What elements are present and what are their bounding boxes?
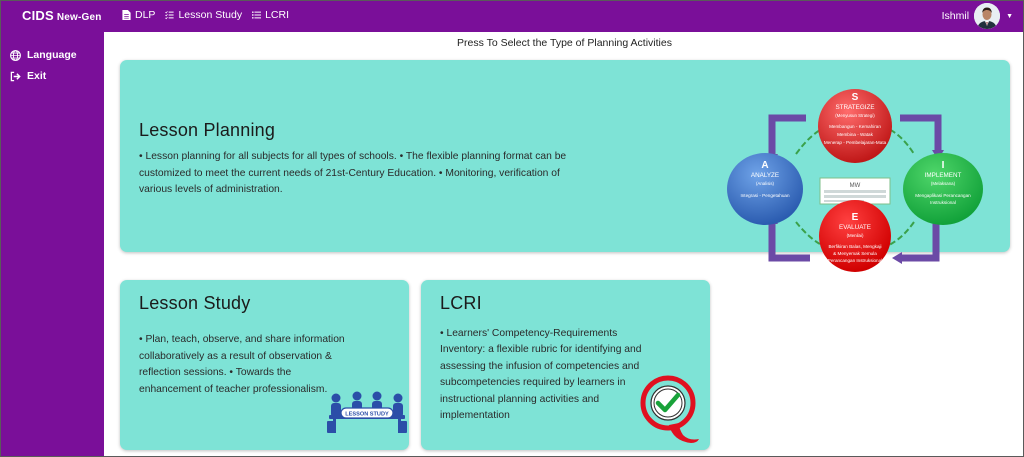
svg-text:& Menyemak Semula: & Menyemak Semula (833, 251, 877, 256)
top-nav (122, 9, 289, 21)
siae-cycle-diagram (724, 76, 986, 272)
lcri-check-logo-icon (639, 373, 701, 447)
sidebar-item-language[interactable] (10, 49, 77, 61)
card-lcri[interactable] (421, 280, 710, 450)
globe-icon (10, 50, 21, 61)
sidebar-item-label: Exit (27, 70, 47, 82)
nav-item-lcri[interactable] (252, 9, 289, 21)
card-description: • Lesson planning for all subjects for all types of schools. • The flexible planning format can be customized to meet the current needs of 21st-Century Education. • Monitoring, verification of various levels of administration. (139, 151, 567, 195)
svg-text:ANALYZE: ANALYZE (750, 172, 780, 179)
svg-text:S: S (851, 92, 859, 103)
avatar-image (974, 3, 1000, 29)
svg-text:Menerap - Pembelajaran-Mata: Menerap - Pembelajaran-Mata (823, 140, 887, 145)
sign-out-icon (10, 71, 21, 82)
chevron-down-icon[interactable]: ▼ (1006, 12, 1013, 20)
svg-text:Membina - Watak: Membina - Watak (837, 132, 873, 137)
svg-text:Membangun - Kemahiran: Membangun - Kemahiran (829, 124, 881, 129)
svg-text:Instruksional: Instruksional (930, 200, 956, 205)
svg-text:I: I (941, 160, 945, 171)
brand-logo[interactable] (22, 8, 102, 23)
top-navbar (1, 1, 1024, 32)
card-description: • Plan, teach, observe, and share information collaboratively as a result of observation & reflection sessions. • Towards the enhancement of teacher professionalism. (139, 334, 345, 395)
nav-label: Lesson Study (178, 9, 243, 21)
list-check-icon (165, 10, 174, 20)
document-icon (122, 10, 131, 20)
svg-text:A: A (761, 160, 769, 171)
card-description: • Learners' Competency-Requirements Inventory: a flexible rubric for identifying and assessing the infusion of competencies and subcompetencies required by learners in instructional planning activities and implementation (440, 328, 642, 422)
user-avatar[interactable] (974, 3, 1000, 29)
svg-text:Integrasi - Pengetahuan: Integrasi - Pengetahuan (740, 193, 790, 198)
card-lesson-study[interactable] (120, 280, 409, 450)
brand-sub: New-Gen (56, 12, 102, 23)
list-icon (252, 10, 261, 20)
brand-main: CIDS (22, 8, 54, 23)
svg-text:E: E (851, 212, 859, 223)
svg-text:IMPLEMENT: IMPLEMENT (924, 172, 962, 179)
svg-text:Berfikiran Balas, Mengkaji: Berfikiran Balas, Mengkaji (828, 244, 882, 249)
sidebar (1, 32, 104, 457)
nav-item-lesson-study[interactable] (165, 9, 242, 21)
page-title: Press To Select the Type of Planning Activities (457, 37, 672, 49)
svg-text:Perancangan Instruksional: Perancangan Instruksional (827, 258, 883, 263)
nav-label: DLP (135, 9, 156, 21)
sidebar-item-label: Language (27, 49, 77, 61)
nav-label: LCRI (265, 9, 290, 21)
svg-text:(Melaksana): (Melaksana) (930, 181, 956, 186)
svg-text:(Analisis): (Analisis) (755, 181, 775, 186)
card-title: Lesson Study (139, 293, 251, 313)
main-content (104, 32, 1024, 457)
svg-text:(Menyusun Strategi): (Menyusun Strategi) (835, 113, 875, 118)
svg-text:Mengaplikasi Perancangan: Mengaplikasi Perancangan (915, 193, 971, 198)
svg-text:EVALUATE: EVALUATE (839, 224, 871, 231)
user-menu[interactable] (942, 3, 1013, 29)
lesson-study-badge: LESSON STUDY (345, 411, 389, 418)
nav-item-dlp[interactable] (122, 9, 155, 21)
svg-text:(Menilai): (Menilai) (846, 233, 864, 238)
card-title: Lesson Planning (139, 120, 276, 140)
card-lesson-planning[interactable] (120, 60, 1010, 263)
sidebar-item-exit[interactable] (10, 70, 46, 82)
card-title: LCRI (440, 293, 482, 313)
lesson-study-icon (327, 391, 407, 435)
user-name: Ishmil (941, 10, 970, 22)
center-title: MW (849, 183, 861, 189)
svg-text:STRATEGIZE: STRATEGIZE (835, 104, 875, 111)
